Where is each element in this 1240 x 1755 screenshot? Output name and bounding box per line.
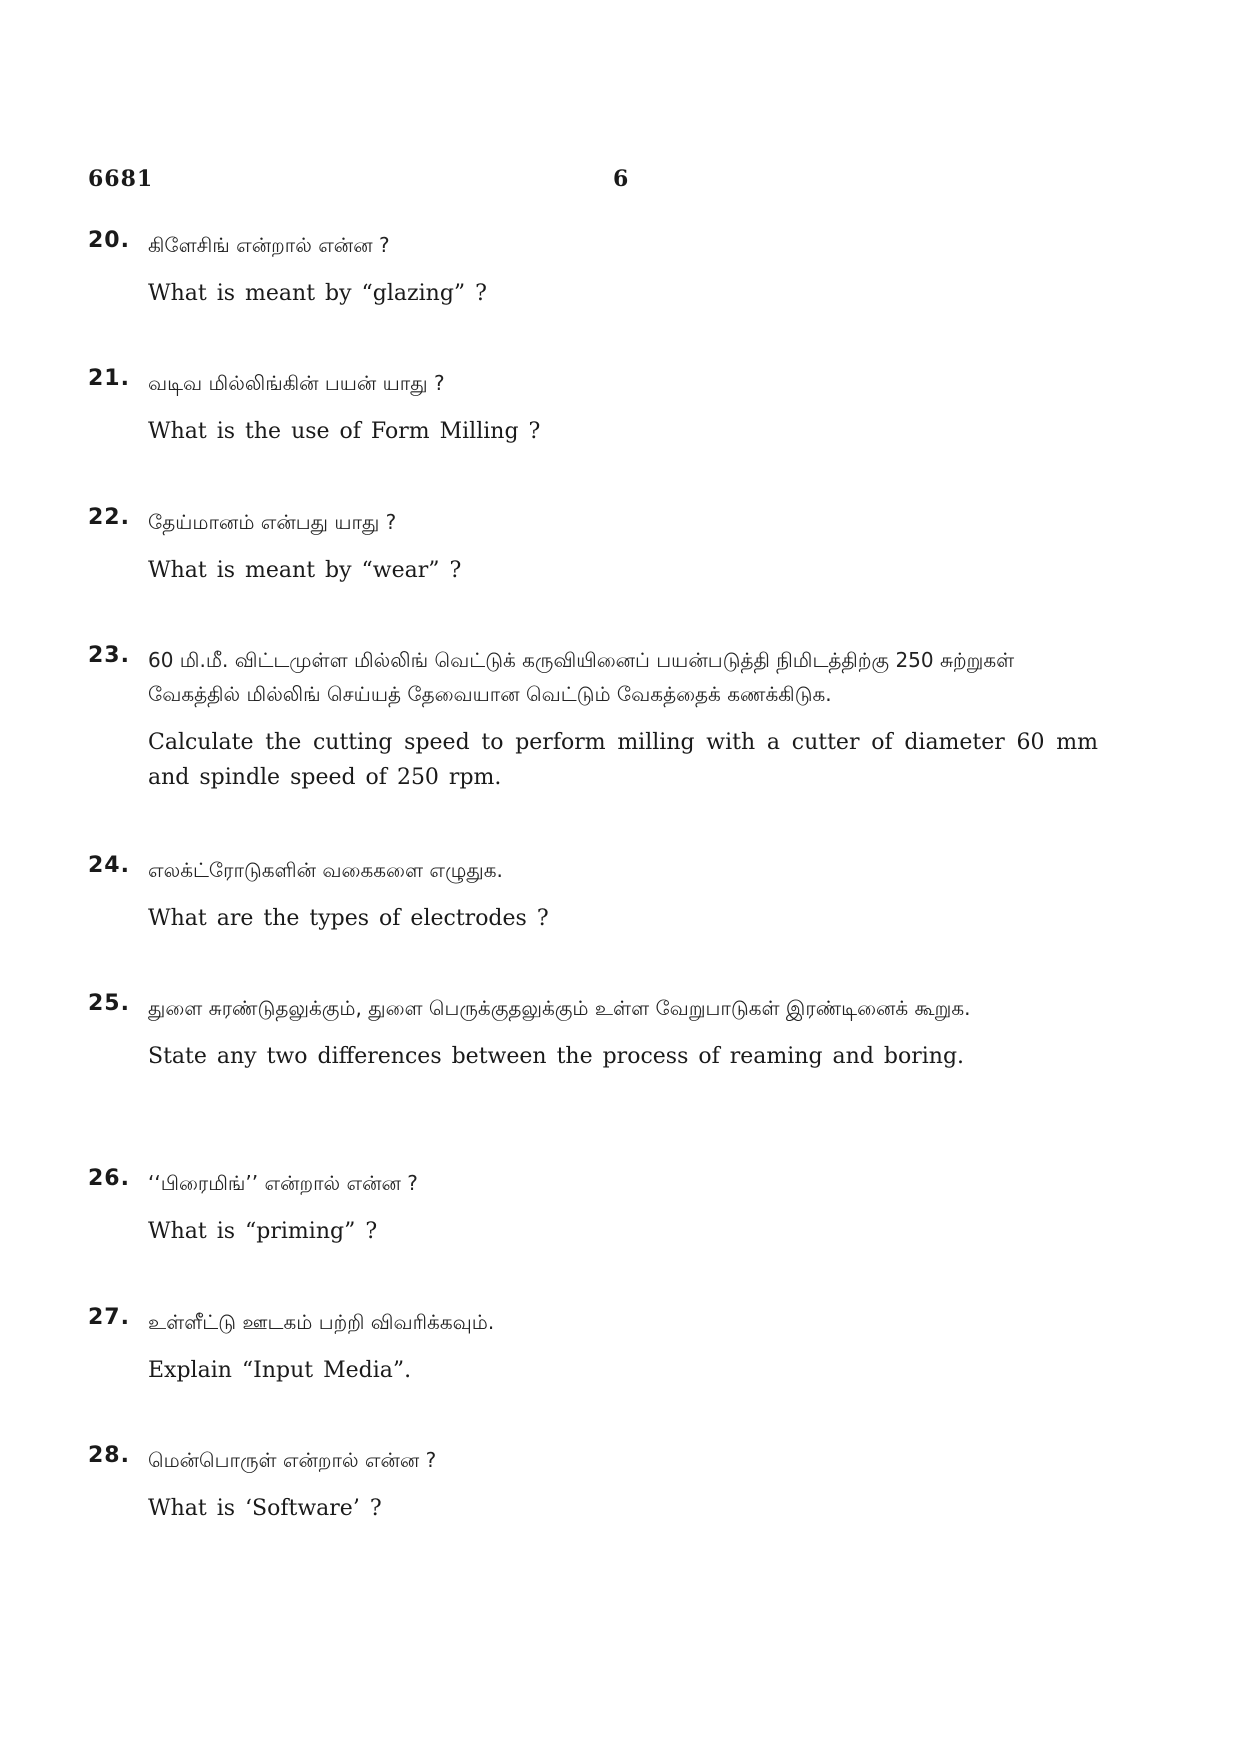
question-22 bbox=[88, 505, 1098, 588]
question-tamil: எலக்ட்ரோடுகளின் வகைகளை எழுதுக. bbox=[148, 858, 503, 882]
question-tamil: தேய்மானம் என்பது யாது ? bbox=[148, 510, 397, 534]
question-number: 23. bbox=[88, 643, 130, 668]
question-25 bbox=[88, 991, 1098, 1074]
question-english: What are the types of electrodes ? bbox=[148, 906, 549, 931]
question-tamil: வடிவ மில்லிங்கின் பயன் யாது ? bbox=[148, 371, 445, 395]
question-tamil: உள்ளீட்டு ஊடகம் பற்றி விவரிக்கவும். bbox=[148, 1310, 495, 1334]
question-tamil: துளை சுரண்டுதலுக்கும், துளை பெருக்குதலுக்கும் உள்ள வேறுபாடுகள் இரண்டினைக் கூறுக. bbox=[148, 996, 971, 1020]
question-tamil: மென்பொருள் என்றால் என்ன ? bbox=[148, 1448, 437, 1472]
question-28 bbox=[88, 1443, 1098, 1526]
question-number: 26. bbox=[88, 1166, 130, 1191]
question-english: What is ‘Software’ ? bbox=[148, 1496, 382, 1521]
question-english: Calculate the cutting speed to perform milling with a cutter of diameter 60 mm and spindle speed of 250 rpm. bbox=[148, 730, 1098, 790]
question-tamil: ‘‘பிரைமிங்’’ என்றால் என்ன ? bbox=[148, 1171, 418, 1195]
question-english: What is “priming” ? bbox=[148, 1219, 378, 1244]
question-number: 22. bbox=[88, 505, 130, 530]
question-english: What is the use of Form Milling ? bbox=[148, 419, 541, 444]
question-21 bbox=[88, 366, 1098, 449]
page-number: 6 bbox=[613, 166, 629, 192]
question-27 bbox=[88, 1305, 1098, 1388]
question-23 bbox=[88, 643, 1098, 795]
question-english: What is meant by “glazing” ? bbox=[148, 281, 487, 306]
question-number: 21. bbox=[88, 366, 130, 391]
page-header bbox=[88, 166, 1088, 196]
question-20 bbox=[88, 228, 1098, 311]
question-number: 20. bbox=[88, 228, 130, 253]
question-24 bbox=[88, 853, 1098, 936]
question-26 bbox=[88, 1166, 1098, 1249]
question-english: Explain “Input Media”. bbox=[148, 1358, 412, 1383]
question-tamil: கிளேசிங் என்றால் என்ன ? bbox=[148, 233, 390, 257]
question-number: 24. bbox=[88, 853, 130, 878]
question-number: 28. bbox=[88, 1443, 130, 1468]
paper-code: 6681 bbox=[88, 166, 154, 192]
question-number: 27. bbox=[88, 1305, 130, 1330]
question-tamil: 60 மி.மீ. விட்டமுள்ள மில்லிங் வெட்டுக் கருவியினைப் பயன்படுத்தி நிமிடத்திற்கு 250 சுற்றுகள் வேகத்தில் மில்லிங் செய்யத் தேவையான வெட்டும் வேகத்தைக் கணக்கிடுக. bbox=[148, 648, 1015, 706]
question-english: What is meant by “wear” ? bbox=[148, 558, 462, 583]
question-english: State any two differences between the process of reaming and boring. bbox=[148, 1044, 965, 1069]
question-number: 25. bbox=[88, 991, 130, 1016]
